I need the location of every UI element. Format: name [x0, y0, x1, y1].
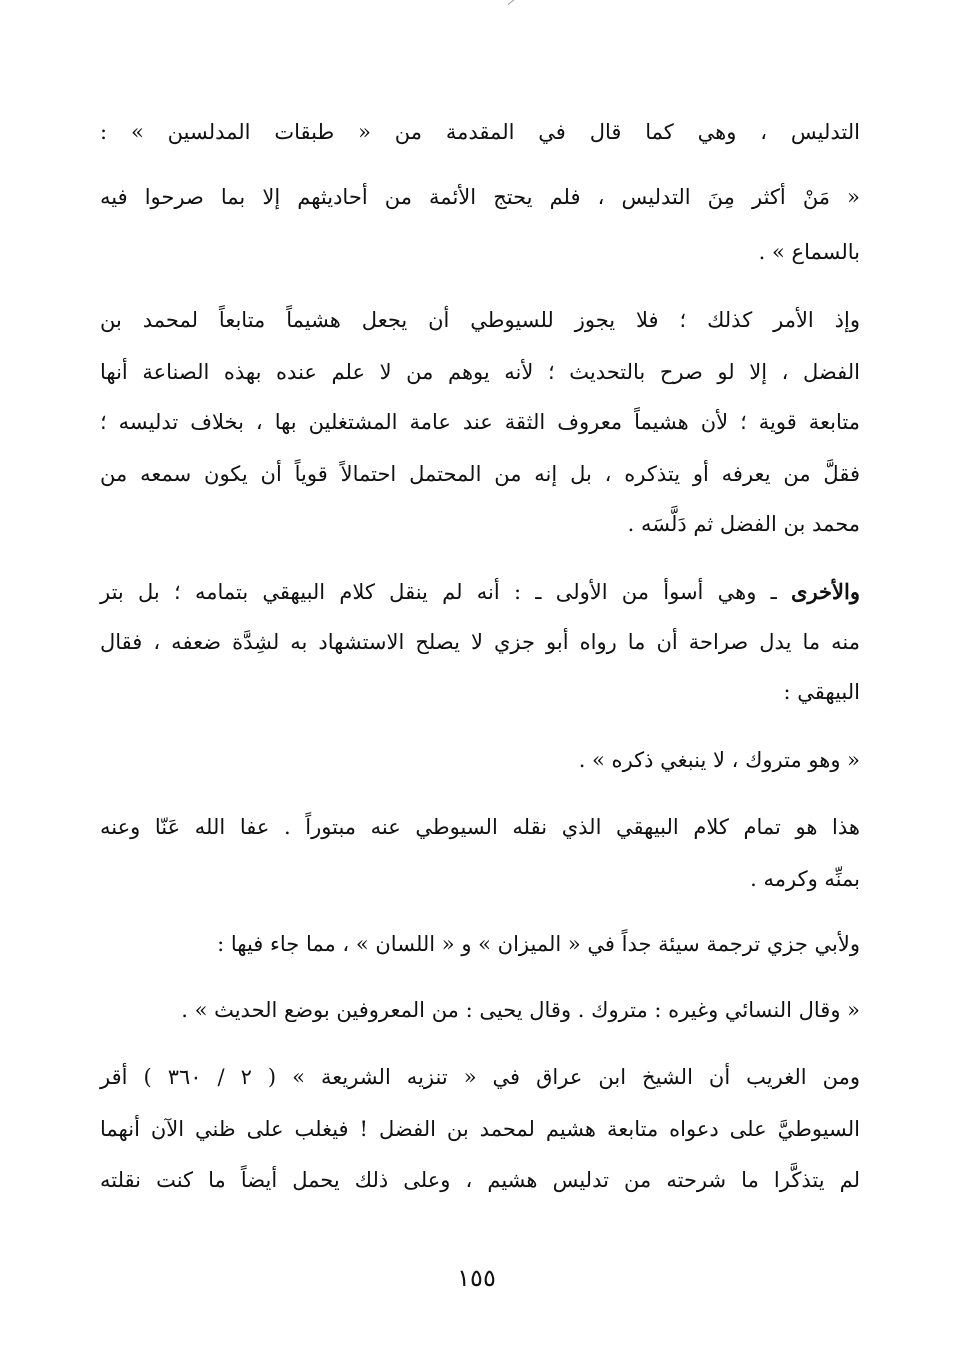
- text-line: وإذ الأمر كذلك ؛ فلا يجوز للسيوطي أن يجعل هشيماً متابعاً لمحمد بن: [100, 308, 860, 332]
- text-line: بالسماع » .: [758, 240, 860, 264]
- text-line: ولأبي جزي ترجمة سيئة جداً في « الميزان » و « اللسان » ، مما جاء فيها :: [217, 932, 860, 956]
- text-line: هذا هو تمام كلام البيهقي الذي نقله السيوطي عنه مبتوراً . عفا الله عَنّا وعنه: [100, 815, 860, 839]
- page-number: ١٥٥: [457, 1264, 496, 1292]
- text-line: « مَنْ أكثر مِنَ التدليس ، فلم يحتج الأئمة من أحاديثهم إلا بما صرحوا فيه: [100, 185, 860, 209]
- text-line: الفضل ، إلا لو صرح بالتحديث ؛ لأنه يوهم من لا علم عنده بهذه الصناعة أنها: [100, 360, 860, 384]
- text-line: [100, 570, 860, 614]
- text-line: فقلَّ من يعرفه أو يتذكره ، بل إنه من المحتمل احتمالاً قوياً أن يكون سمعه من: [100, 462, 860, 486]
- scan-mark: [508, 0, 521, 5]
- text-line: التدليس ، وهي كما قال في المقدمة من « طبقات المدلسين » :: [100, 120, 860, 144]
- text-line-rest: ـ وهي أسوأ من الأولى ـ : أنه لم ينقل كلام البيهقي بتمامه ؛ بل بتر: [100, 580, 792, 604]
- text-line: متابعة قوية ؛ لأن هشيماً معروف الثقة عند عامة المشتغلين بها ، بخلاف تدليسه ؛: [100, 410, 860, 434]
- text-line: لم يتذكَّرا ما شرحته من تدليس هشيم ، وعلى ذلك يحمل أيضاً ما كنت نقلته: [100, 1168, 860, 1192]
- text-line: منه ما يدل صراحة أن ما رواه أبو جزي لا يصلح الاستشهاد به لشِدَّة ضعفه ، فقال: [100, 630, 860, 654]
- quote-line: « وهو متروك ، لا ينبغي ذكره » .: [578, 748, 860, 772]
- text-line: محمد بن الفضل ثم دَلَّسَه .: [627, 512, 860, 536]
- text-line: بمنِّه وكرمه .: [750, 867, 860, 891]
- text-line: السيوطيَّ على دعواه متابعة هشيم لمحمد بن الفضل ! فيغلب على ظني الآن أنهما: [100, 1117, 860, 1141]
- bold-lead-word: والأخرى: [791, 579, 860, 604]
- text-line: البيهقي :: [783, 680, 860, 704]
- quote-line: « وقال النسائي وغيره : متروك . وقال يحيى : من المعروفين بوضع الحديث » .: [181, 998, 860, 1022]
- text-line: ومن الغريب أن الشيخ ابن عراق في « تنزيه الشريعة » ( ٢ / ٣٦٠ ) أقر: [100, 1065, 860, 1089]
